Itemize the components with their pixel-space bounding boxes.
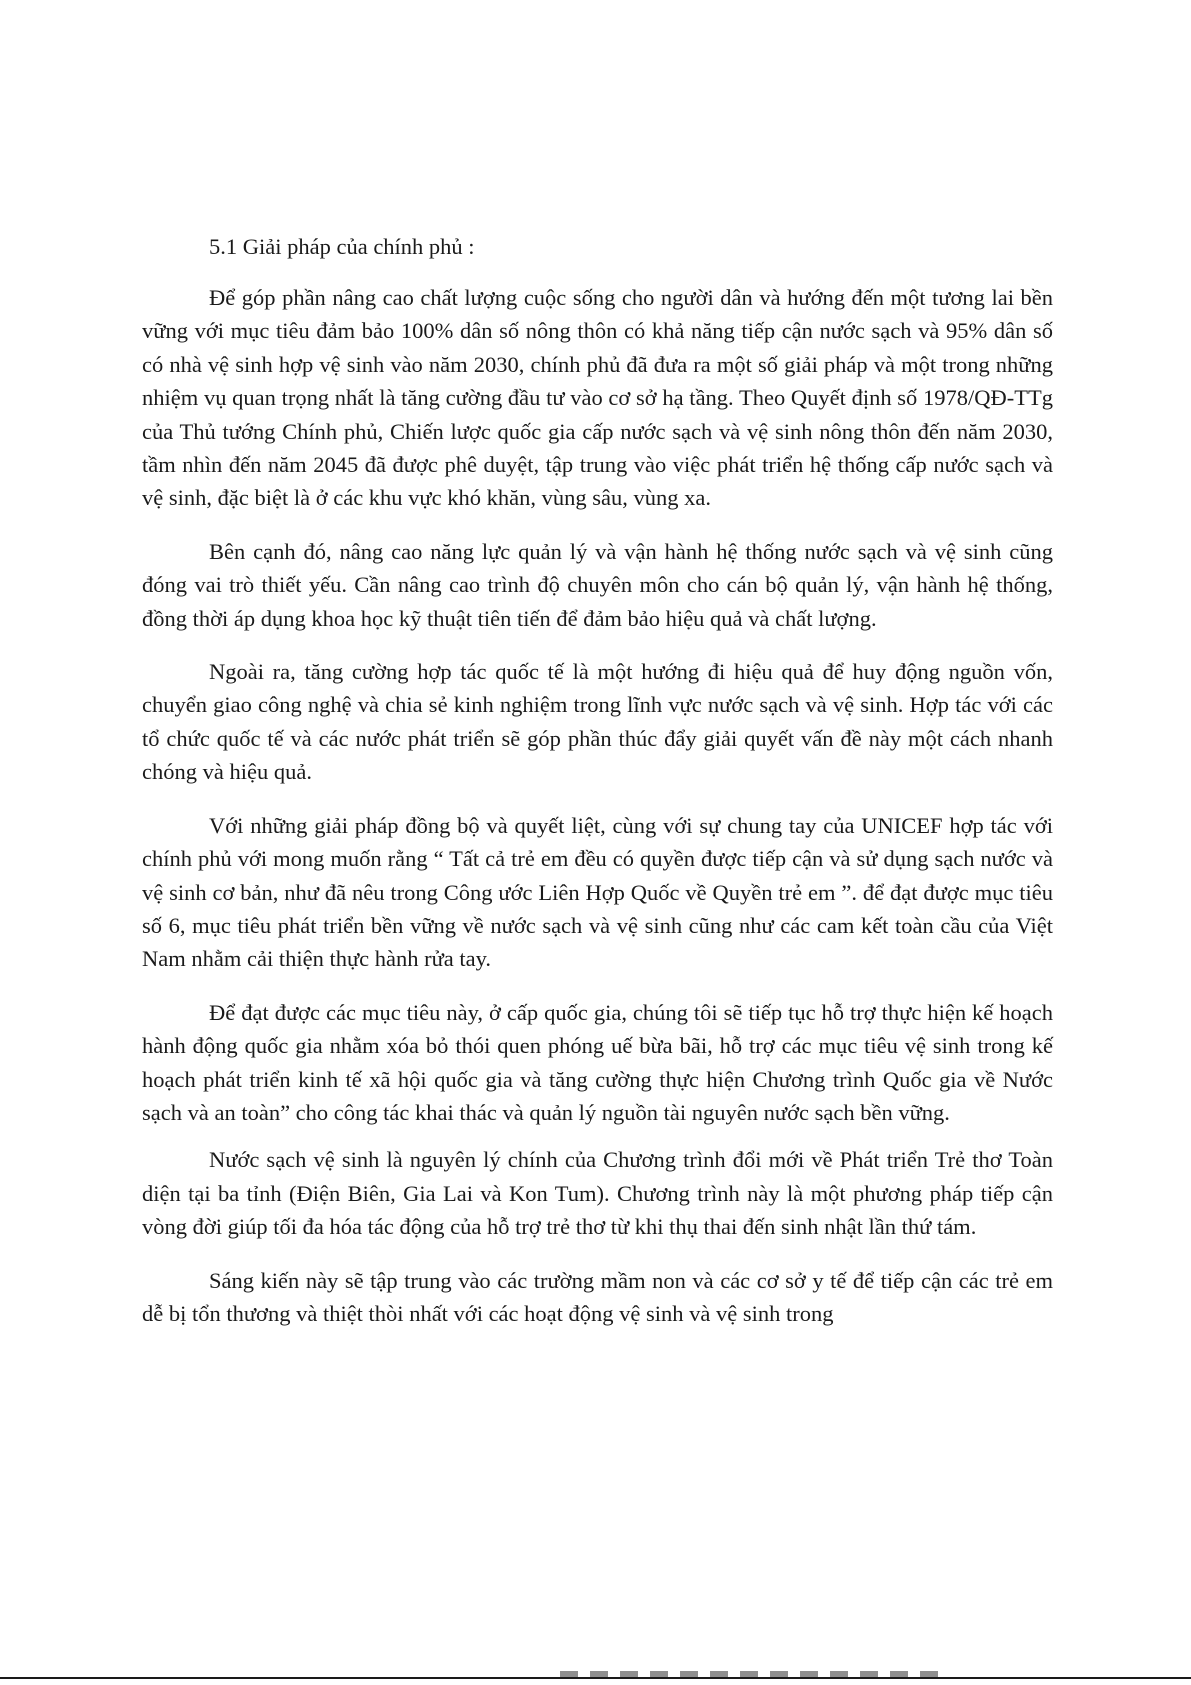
paragraph-management-capacity: Bên cạnh đó, nâng cao năng lực quản lý và vận hành hệ thống nước sạch và vệ sinh cũng đóng vai trò thiết yếu. Cần nâng cao trình độ chuyên môn cho cán bộ quản lý, vận hành hệ thống, đồng thời áp dụng khoa học kỹ thuật tiên tiến để đảm bảo hiệu quả và chất lượng. — [142, 538, 1053, 631]
paragraph-national-goals: Để đạt được các mục tiêu này, ở cấp quốc gia, chúng tôi sẽ tiếp tục hỗ trợ thực hiện kế hoạch hành động quốc gia nhằm xóa bỏ thói quen phóng uế bừa bãi, hỗ trợ các mục tiêu vệ sinh trong kế hoạch phát triển kinh tế xã hội quốc gia và tăng cường thực hiện Chương trình Quốc gia về Nước sạch và an toàn” cho công tác khai thác và quản lý nguồn tài nguyên nước sạch bền vững. — [142, 999, 1053, 1125]
footer-divider — [0, 1677, 1191, 1679]
paragraph-unicef-partnership: Với những giải pháp đồng bộ và quyết liệt, cùng với sự chung tay của UNICEF hợp tác với chính phủ với mong muốn rằng “ Tất cả trẻ em đều có quyền được tiếp cận và sử dụng sạch nước và vệ sinh cơ bản, như đã nêu trong Công ước Liên Hợp Quốc về Quyền trẻ em ”. để đạt được mục tiêu số 6, mục tiêu phát triển bền vững về nước sạch và vệ sinh cũng như các cam kết toàn cầu của Việt Nam nhằm cải thiện thực hành rửa tay. — [142, 812, 1053, 972]
paragraph-infrastructure: Để góp phần nâng cao chất lượng cuộc sống cho người dân và hướng đến một tương lai bền vững với mục tiêu đảm bảo 100% dân số nông thôn có khả năng tiếp cận nước sạch và 95% dân số có nhà vệ sinh hợp vệ sinh vào năm 2030, chính phủ đã đưa ra một số giải pháp và một trong những nhiệm vụ quan trọng nhất là tăng cường đầu tư vào cơ sở hạ tầng. Theo Quyết định số 1978/QĐ-TTg của Thủ tướng Chính phủ, Chiến lược quốc gia cấp nước sạch và vệ sinh nông thôn đến năm 2030, tầm nhìn đến năm 2045 đã được phê duyệt, tập trung vào việc phát triển hệ thống cấp nước sạch và vệ sinh, đặc biệt là ở các khu vực khó khăn, vùng sâu, vùng xa. — [142, 285, 1053, 511]
section-heading: 5.1 Giải pháp của chính phủ : — [209, 234, 475, 259]
paragraph-early-childhood-program: Nước sạch vệ sinh là nguyên lý chính của Chương trình đổi mới về Phát triển Trẻ thơ Toàn diện tại ba tỉnh (Điện Biên, Gia Lai và Kon Tum). Chương trình này là một phương pháp tiếp cận vòng đời giúp tối đa hóa tác động của hỗ trợ trẻ thơ từ khi thụ thai đến sinh nhật lần thứ tám. — [142, 1147, 1053, 1240]
paragraph-initiative: Sáng kiến này sẽ tập trung vào các trường mầm non và các cơ sở y tế để tiếp cận các trẻ em dễ bị tổn thương và thiệt thòi nhất với các hoạt động vệ sinh và vệ sinh trong — [142, 1267, 1053, 1326]
document-body — [142, 230, 1053, 1350]
paragraph-international-cooperation: Ngoài ra, tăng cường hợp tác quốc tế là một hướng đi hiệu quả để huy động nguồn vốn, chuyển giao công nghệ và chia sẻ kinh nghiệm trong lĩnh vực nước sạch và vệ sinh. Hợp tác với các tổ chức quốc tế và các nước phát triển sẽ góp phần thúc đẩy giải quyết vấn đề này một cách nhanh chóng và hiệu quả. — [142, 659, 1053, 785]
